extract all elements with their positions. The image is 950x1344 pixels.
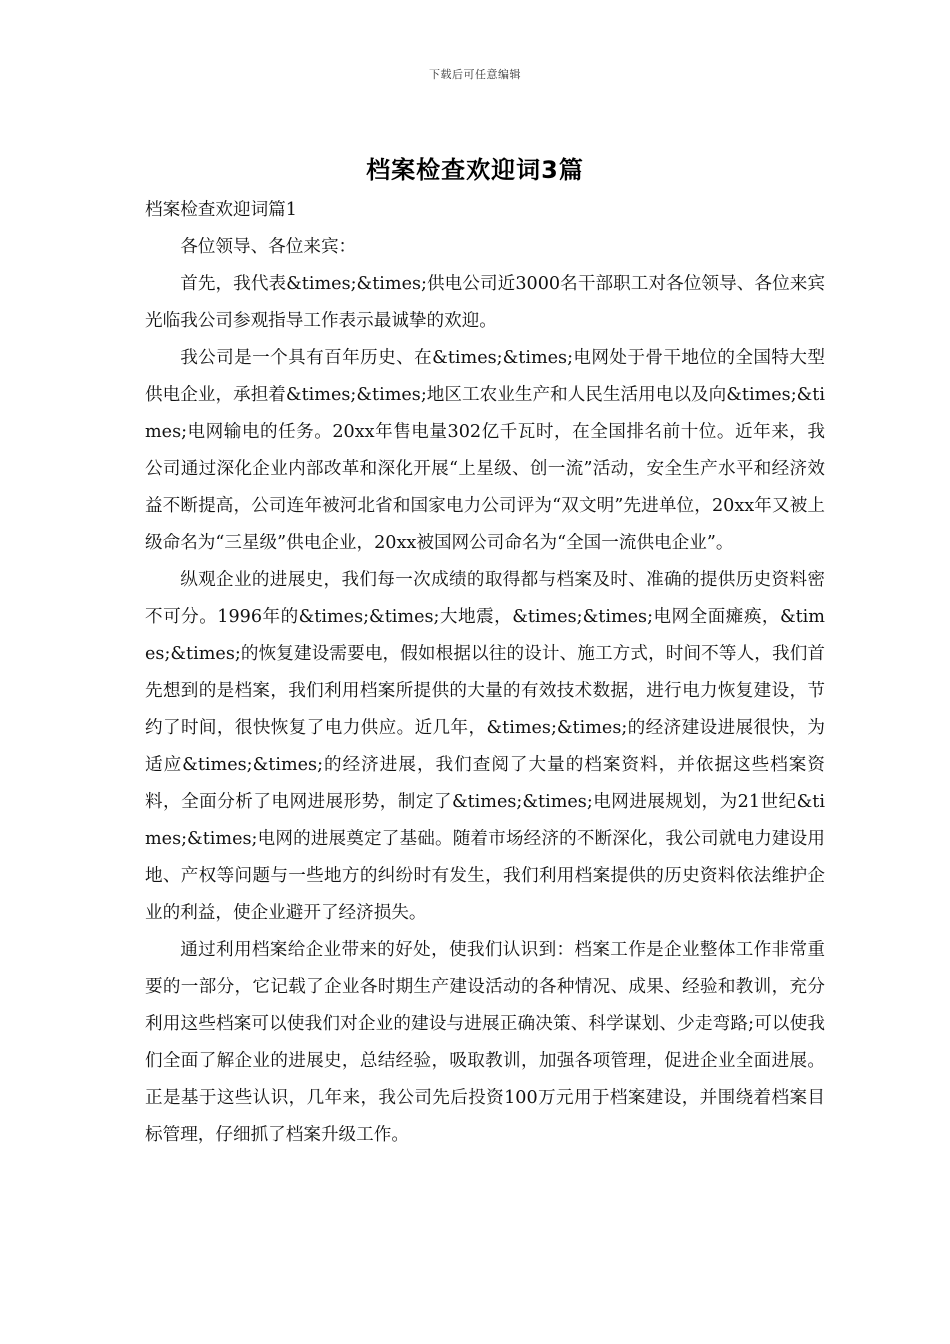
document-title: 档案检查欢迎词3篇 — [366, 156, 584, 184]
header-note: 下载后可任意编辑 — [429, 68, 521, 81]
paragraph-benefits: 通过利用档案给企业带来的好处，使我们认识到：档案工作是企业整体工作非常重要的一部分，它记载了企业各时期生产建设活动的各种情况、成果、经验和教训，充分利用这些档案可以使我们对企业的建设与进展正确决策、科学谋划、少走弯路;可以使我们全面了解企业的进展史，总结经验，吸取教训，加强各项管理，促进企业全面进展。正是基于这些认识，几年来，我公司先后投资100万元用于档案建设，并围绕着档案目标管理，仔细抓了档案升级工作。 — [145, 940, 825, 1145]
section-heading: 档案检查欢迎词篇1 — [145, 200, 297, 220]
paragraph-greeting: 各位领导、各位来宾： — [180, 237, 357, 257]
paragraph-company-intro: 我公司是一个具有百年历史、在&times;&times;电网处于骨干地位的全国特大型供电企业，承担着&times;&times;地区工农业生产和人民生活用电以及向&times;&times;电网输电的任务。20xx年售电量302亿千瓦时，在全国排名前十位。近年来，我公司通过深化企业内部改革和深化开展“上星级、创一流”活动，安全生产水平和经济效益不断提高，公司连年被河北省和国家电力公司评为“双文明”先进单位，20xx年又被上级命名为“三星级”供电企业，20xx被国网公司命名为“全国一流供电企业”。 — [145, 348, 825, 553]
document-body — [145, 192, 825, 1154]
paragraph-history: 纵观企业的进展史，我们每一次成绩的取得都与档案及时、准确的提供历史资料密不可分。1996年的&times;&times;大地震，&times;&times;电网全面瘫痪，&times;&times;的恢复建设需要电，假如根据以往的设计、施工方式，时间不等人，我们首先想到的是档案，我们利用档案所提供的大量的有效技术数据，进行电力恢复建设，节约了时间，很快恢复了电力供应。近几年，&times;&times;的经济建设进展很快，为适应&times;&times;的经济进展，我们查阅了大量的档案资料，并依据这些档案资料，全面分析了电网进展形势，制定了&times;&times;电网进展规划，为21世纪&times;&times;电网的进展奠定了基础。随着市场经济的不断深化，我公司就电力建设用地、产权等问题与一些地方的纠纷时有发生，我们利用档案提供的历史资料依法维护企业的利益，使企业避开了经济损失。 — [145, 570, 825, 923]
paragraph-welcome: 首先，我代表&times;&times;供电公司近3000名干部职工对各位领导、各位来宾光临我公司参观指导工作表示最诚挚的欢迎。 — [145, 274, 825, 331]
